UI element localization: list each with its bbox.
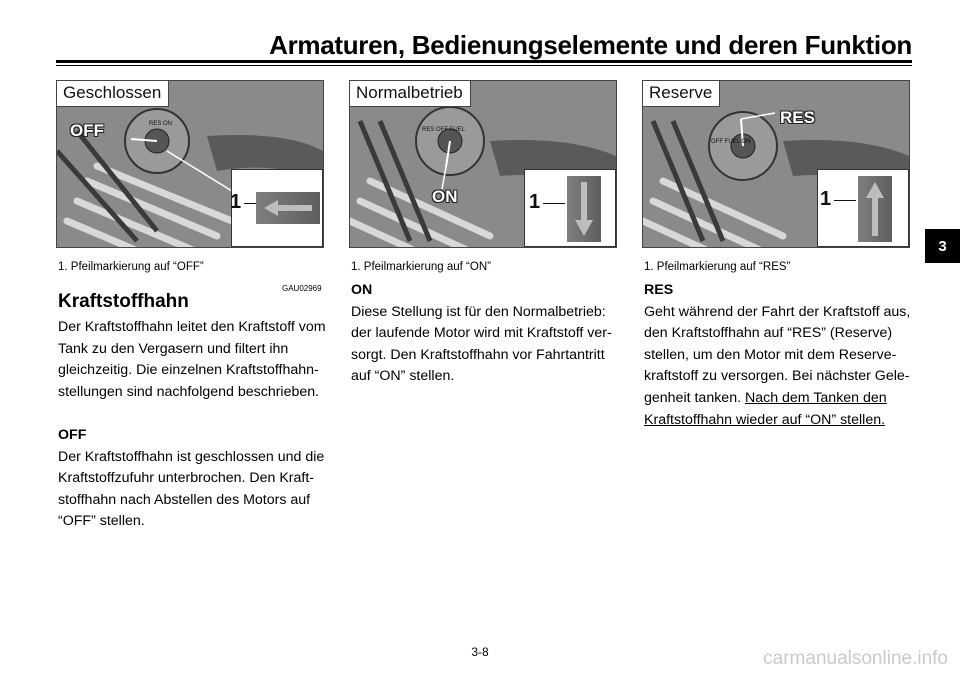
page-number: 3-8 [471,645,489,659]
watermark: carmanualsonline.info [763,648,948,669]
figure-caption: 1. Pfeilmarkierung auf “RES” [644,261,791,273]
figure-caption: 1. Pfeilmarkierung auf “ON” [351,261,491,273]
figure-caption: 1. Pfeilmarkierung auf “OFF” [58,261,204,273]
text-column-2 [351,280,621,388]
paragraph-line: Der Kraftstoffhahn leitet den Kraftstoff vom [58,319,326,335]
arrow-up-icon [858,176,892,242]
paragraph-line: den Kraftstoffhahn auf “RES” (Reserve) [644,325,893,342]
paragraph-line: sorgt. Den Kraftstoffhahn vor Fahrtantritt [351,346,605,363]
paragraph-line: Kraftstoffzufuhr unterbrochen. Den Kraft- [58,470,315,487]
position-label-res: RES [780,108,815,127]
paragraph-line: auf “ON” stellen. [351,368,455,385]
figure-off [56,80,324,248]
figure-res [642,80,910,248]
paragraph-line: “OFF” stellen. [58,513,145,530]
position-label-off: OFF [70,121,104,140]
emphasis-underlined: Nach dem Tanken den [744,389,887,406]
paragraph-line: Diese Stellung ist für den Normalbetrieb: [351,303,606,320]
header-rule-thin [56,65,912,66]
section-code: GAU02969 [282,284,322,293]
text-column-3 [644,280,914,431]
figure-label: Geschlossen [57,81,169,107]
header-rule [56,60,912,63]
emphasis-underlined: Kraftstoffhahn wieder auf “ON” stellen. [644,411,886,428]
subheading-off: OFF [58,426,87,443]
paragraph-line: der laufende Motor wird mit Kraftstoff ver- [351,325,612,342]
paragraph-line: gleichzeitig. Die einzelnen Kraftstoffhahn- [58,362,319,379]
paragraph-line: stoffhahn nach Abstellen des Motors auf [58,491,311,508]
arrow-mark-inset [231,169,323,247]
callout-number: 1 [529,191,541,213]
arrow-left-icon [256,192,320,224]
arrow-mark-inset [817,169,909,247]
paragraph-line: genheit tanken. Nach dem Tanken den [644,389,887,406]
page-title: Armaturen, Bedienungselemente und deren Funktion [269,30,912,60]
svg-text:RES OFF FUEL: RES OFF FUEL [422,127,466,133]
figure-label: Normalbetrieb [350,81,471,107]
paragraph-line: Der Kraftstoffhahn ist geschlossen und die [58,448,325,465]
svg-text:RES ON: RES ON [149,121,173,127]
figure-label: Reserve [643,81,720,107]
arrow-down-icon [567,176,601,242]
position-label-on: ON [432,187,458,206]
text-column-1 [58,290,328,533]
paragraph-line: kraftstoff zu versorgen. Bei nächster Gele- [644,368,910,385]
paragraph-line: stellen, um den Motor mit dem Reserve- [644,346,897,363]
subheading-on: ON [351,282,373,298]
paragraph-line: Geht während der Fahrt der Kraftstoff aus, [644,303,911,320]
svg-text:OFF FUEL ON: OFF FUEL ON [711,139,751,145]
figure-on [349,80,617,248]
paragraph-line: Tank zu den Vergasern und filtert ihn [58,340,289,357]
chapter-tab: 3 [925,229,960,263]
paragraph-line: stellungen sind nachfolgend beschrieben. [58,383,320,400]
section-heading: Kraftstoffhahn [58,291,189,312]
subheading-res: RES [644,282,674,298]
arrow-mark-inset [524,169,616,247]
callout-number: 1 [820,188,832,210]
callout-number: 1 [230,191,242,213]
